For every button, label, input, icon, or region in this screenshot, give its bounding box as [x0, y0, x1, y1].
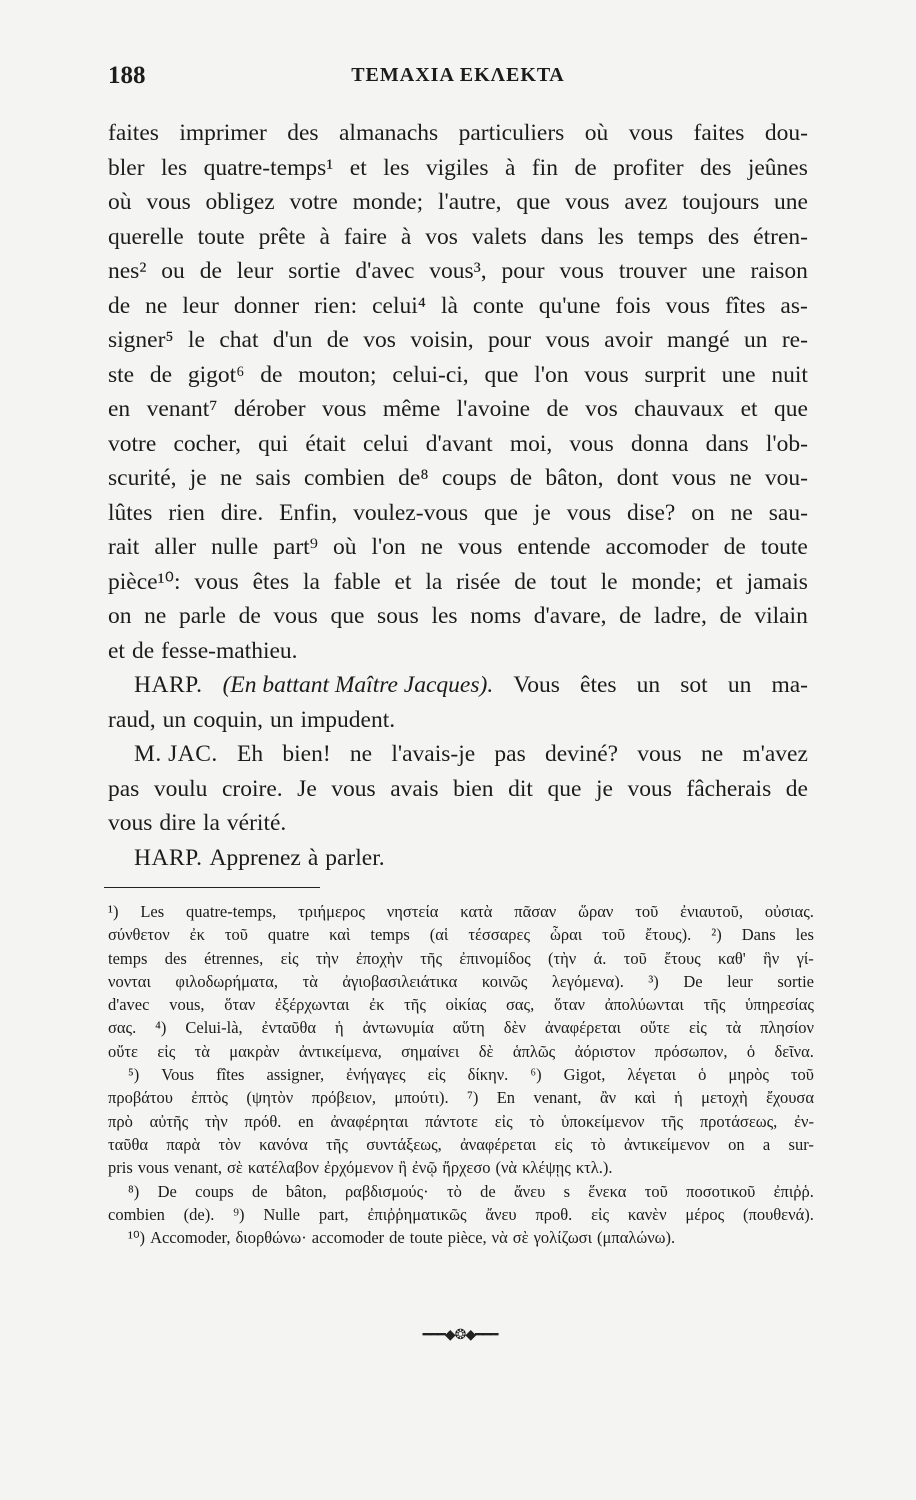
dialogue-line: vous dire la vérité.: [108, 810, 287, 836]
footnote-line: προβάτου ἐπτὸς (ψητὸν πρόβειον, μπούτι). ⁷) En venant, ἂν καὶ ἡ μετοχὴ ἔχουσα: [108, 1088, 814, 1108]
running-title: ΤΕΜΑΧΙΑ ΕΚΛΕΚΤΑ: [351, 64, 565, 86]
footnote-line: οὔτε εἰς τὰ μακρὰν ἀντικείμενα, σημαίνει δὲ ἁπλῶς ἀόριστον πρόσωπον, ὁ δεῖνα.: [108, 1041, 814, 1061]
footnote-line: νονται φιλοδωρήματα, τὰ ἀγιοβασιλειάτικα κοινῶς λεγόμενα). ³) De leur sortie: [108, 971, 814, 991]
body-line: de ne leur donner rien: celui⁴ là conte qu'une fois vous fîtes as-: [108, 292, 808, 319]
body-line: lûtes rien dire. Enfin, voulez-vous que je vous dise? on ne sau-: [108, 499, 808, 526]
body-line: où vous obligez votre monde; l'autre, que vous avez toujours une: [108, 189, 808, 215]
footnote-line: ταῦθα παρὰ τὸν κανόνα τῆς συντάξεως, ἀναφέρεται εἰς τὸ ἀντικείμενον on a sur-: [108, 1134, 814, 1154]
body-line: scurité, je ne sais combien de⁸ coups de bâton, dont vous ne vou-: [108, 465, 808, 491]
speaker-name: M. JAC.: [134, 741, 218, 767]
footnote-line: ¹⁰) Accomoder, διορθώνω· accomoder de toute pièce, νὰ σὲ γολίζωσι (μπαλώνω).: [128, 1228, 676, 1248]
footnote-line: d'avec vous, ὅταν ἐξέρχωνται ἐκ τῆς οἰκίας σας, ὅταν ἀπολύωνται τῆς ὑπηρεσίας: [108, 995, 814, 1015]
dialogue-line: M. JAC. Eh bien! ne l'avais-je pas deviné? vous ne m'avez: [108, 737, 808, 772]
body-text: [108, 116, 808, 875]
footnote-line: ⁸) De coups de bâton, ραβδισμούς· τὸ de ἄνευ s ἕνεκα τοῦ ποσοτικοῦ ἐπιῤῥ.: [128, 1181, 814, 1201]
footnote-line: σας. ⁴) Celui-là, ἐνταῦθα ἡ ἀντωνυμία αὕτη δὲν ἀναφέρεται οὔτε εἰς τὰ πλησίον: [108, 1018, 814, 1038]
dialogue-line: pas voulu croire. Je vous avais bien dit que je vous fâcherais de: [108, 775, 808, 802]
body-line: pièce¹⁰: vous êtes la fable et la risée de tout le monde; et jamais: [108, 568, 808, 595]
speaker-name: HARP.: [134, 844, 203, 871]
footnotes: [108, 900, 814, 1249]
dialogue-line: HARP. Apprenez à parler.: [108, 841, 808, 876]
body-line: faites imprimer des almanachs particuliers où vous faites dou-: [108, 120, 808, 146]
footnote-line: pris vous venant, σὲ κατέλαβον ἐρχόμενον ἢ ἐνῷ ἤρχεσο (νὰ κλέψῃς κτλ.).: [108, 1158, 613, 1178]
footnote-line: temps des étrennes, εἰς τὴν ἐποχὴν τῆς ἐπινομίδος (τὴν ά. τοῦ ἔτους καθ' ἣν γί-: [108, 948, 814, 968]
body-line: signer⁵ le chat d'un de vos voisin, pour vous avoir mangé un re-: [108, 327, 808, 353]
dialogue-line: HARP. (En battant Maître Jacques). Vous êtes un sot un ma-: [108, 668, 808, 703]
footnote-line: combien (de). ⁹) Nulle part, ἐπιῤῥηματικῶς ἄνευ προθ. εἰς κανὲν μέρος (πουθενά).: [108, 1204, 814, 1224]
speaker-name: HARP.: [134, 672, 203, 698]
body-paragraph: [108, 116, 808, 668]
footnote-line: ¹) Les quatre-temps, τριήμερος νηστεία κατὰ πᾶσαν ὥραν τοῦ ἐνιαυτοῦ, οὐσιας.: [108, 902, 814, 921]
footnote-separator: [104, 887, 320, 888]
dialogue-maitre-jacques: [108, 737, 808, 841]
page-number: 188: [108, 62, 146, 89]
dialogue-harpagon-1: [108, 668, 808, 737]
body-line: en venant⁷ dérober vous même l'avoine de vos chauvaux et que: [108, 396, 808, 422]
body-line: rait aller nulle part⁹ où l'on ne vous entende accomoder de toute: [108, 534, 808, 560]
footnote-line: σύνθετον ἐκ τοῦ quatre καὶ temps (αἱ τέσσαρες ὧραι τοῦ ἔτους). ²) Dans les: [108, 925, 814, 945]
footnote-line: πρὸ αὐτῆς τὴν πρόθ. en ἀναφέρηται πάντοτε εἰς τὸ ὑποκείμενον τῆς προτάσεως, ἐν-: [108, 1111, 814, 1131]
footnote-line: ⁵) Vous fîtes assigner, ἐνήγαγες εἰς δίκην. ⁶) Gigot, λέγεται ὁ μηρὸς τοῦ: [128, 1065, 814, 1085]
body-line: et de fesse-mathieu.: [108, 637, 298, 664]
body-line: querelle toute prête à faire à vos valets dans les temps des étren-: [108, 223, 808, 250]
dialogue-line: raud, un coquin, un impudent.: [108, 706, 396, 733]
body-line: on ne parle de vous que sous les noms d'avare, de ladre, de vilain: [108, 603, 808, 629]
stage-direction: (En battant Maître Jacques).: [222, 672, 494, 698]
body-line: bler les quatre-temps¹ et les vigiles à fin de profiter des jeûnes: [108, 154, 808, 181]
body-line: votre cocher, qui était celui d'avant moi, vous donna dans l'ob-: [108, 430, 808, 457]
body-line: nes² ou de leur sortie d'avec vous³, pour vous trouver une raison: [108, 258, 808, 284]
ornament-divider: ━━━◆❂◆━━━: [422, 1327, 498, 1343]
dialogue-harpagon-2: [108, 841, 808, 876]
page-header: [108, 62, 808, 96]
body-line: ste de gigot⁶ de mouton; celui-ci, que l'on vous surprit une nuit: [108, 361, 808, 388]
